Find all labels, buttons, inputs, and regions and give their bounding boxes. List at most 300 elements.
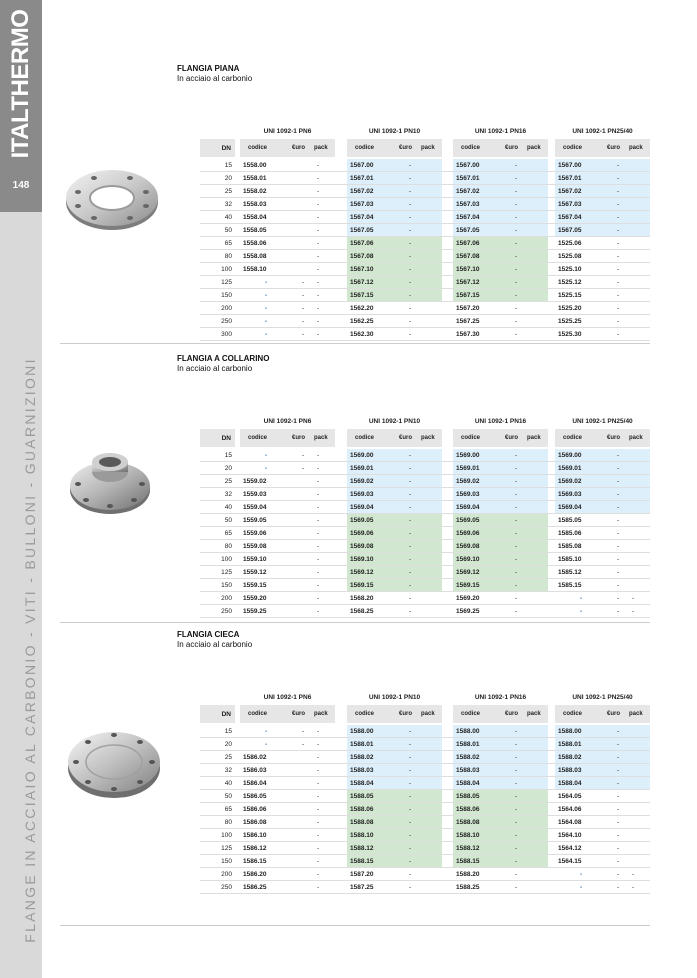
price-value: - [409,595,412,602]
product-code: 1569.25 [456,608,480,615]
standard-title: UNI 1092-1 PN10 [368,694,421,701]
price-value: - [515,845,518,852]
product-code: 1559.10 [243,556,267,563]
product-code: 1569.05 [350,517,374,524]
price-value: - [617,793,620,800]
product-code: 1559.02 [243,478,267,485]
price-value: - [409,517,412,524]
product-code: 1567.01 [456,175,480,182]
table-row [200,211,650,224]
product-code: 1569.02 [558,478,582,485]
dn-value: 25 [224,478,232,485]
table-row [200,315,650,328]
pack-value: - [317,240,320,247]
pack-value: - [317,253,320,260]
product-code: 1567.01 [350,175,374,182]
product-code: 1569.04 [456,504,480,511]
section-title: FLANGIA PIANA [177,64,240,73]
price-value: - [515,530,518,537]
side-title: FLANGE IN ACCIAIO AL CARBONIO - VITI - BULLONI - GUARNIZIONI [22,357,38,943]
product-code: 1567.05 [456,227,480,234]
price-header: €uro [607,145,621,151]
price-value: - [617,582,620,589]
product-code: 1585.08 [558,543,582,550]
price-value: - [617,331,620,338]
price-value: - [515,569,518,576]
price-value: - [302,292,305,299]
dn-value: 32 [224,201,232,208]
section-divider [60,622,650,623]
dn-value: 150 [221,582,232,589]
column-header [347,139,442,157]
pack-value: - [317,832,320,839]
brand-logo: ITALTHERMO [7,9,34,159]
pack-value: - [317,331,320,338]
price-header: €uro [505,435,519,441]
product-code: 1525.10 [558,266,582,273]
product-code: 1588.10 [350,832,374,839]
pack-value: - [632,884,635,891]
product-code: 1567.25 [456,318,480,325]
pack-value: - [317,569,320,576]
dn-value: 65 [224,530,232,537]
price-header: €uro [399,435,413,441]
price-value: - [515,728,518,735]
price-value: - [409,214,412,221]
price-header: €uro [399,711,413,717]
pack-value: - [317,214,320,221]
product-code: 1564.15 [558,858,582,865]
price-value: - [617,884,620,891]
product-code: 1567.03 [558,201,582,208]
pack-value: - [317,305,320,312]
price-value: - [617,806,620,813]
price-value: - [617,832,620,839]
column-header [240,139,335,157]
pack-value: - [317,608,320,615]
product-code: 1569.02 [456,478,480,485]
price-value: - [617,491,620,498]
product-code: 1567.03 [456,201,480,208]
section-title: FLANGIA A COLLARINO [177,354,270,363]
dn-value: 20 [224,175,232,182]
price-value: - [409,832,412,839]
price-value: - [617,504,620,511]
product-code: 1569.10 [350,556,374,563]
price-value: - [409,504,412,511]
price-value: - [515,253,518,260]
code-header: codice [461,711,481,717]
product-code: 1569.08 [456,543,480,550]
dn-value: 200 [221,595,232,602]
product-code: 1586.12 [243,845,267,852]
dn-value: 80 [224,819,232,826]
product-code: - [580,595,583,602]
pack-value: - [317,162,320,169]
price-value: - [409,543,412,550]
price-value: - [409,556,412,563]
product-code: 1567.10 [456,266,480,273]
price-value: - [409,728,412,735]
dn-value: 80 [224,253,232,260]
product-code: 1569.01 [350,465,374,472]
product-code: - [265,331,268,338]
price-value: - [515,266,518,273]
product-code: 1588.06 [350,806,374,813]
dn-value: 150 [221,858,232,865]
product-code: 1562.30 [350,331,374,338]
price-value: - [617,452,620,459]
product-code: 1569.12 [456,569,480,576]
product-code: 1559.06 [243,530,267,537]
product-code: 1588.01 [558,741,582,748]
product-code: 1569.03 [350,491,374,498]
price-value: - [409,292,412,299]
dn-header [200,429,235,447]
price-value: - [515,793,518,800]
table-row [200,449,650,462]
product-code: 1569.05 [456,517,480,524]
product-code: 1588.03 [350,767,374,774]
dn-value: 40 [224,214,232,221]
table-row [200,566,650,579]
price-value: - [515,884,518,891]
section-divider [60,343,650,344]
product-code: 1569.15 [456,582,480,589]
price-value: - [617,608,620,615]
price-value: - [617,543,620,550]
product-code: 1564.05 [558,793,582,800]
product-code: 1569.01 [558,465,582,472]
product-code: 1588.06 [456,806,480,813]
flat-flange-image [64,162,160,234]
product-code: 1569.12 [350,569,374,576]
pack-value: - [317,543,320,550]
dn-value: 15 [224,162,232,169]
price-value: - [617,465,620,472]
price-header: €uro [292,145,306,151]
table-row [200,605,650,618]
column-header [347,429,442,447]
table-row [200,777,650,790]
pack-value: - [632,871,635,878]
pack-value: - [317,491,320,498]
table-row [200,488,650,501]
section-subtitle: In acciaio al carbonio [177,640,253,649]
product-code: 1567.04 [350,214,374,221]
product-code: 1586.08 [243,819,267,826]
code-header: codice [248,711,268,717]
price-value: - [617,754,620,761]
table-row [200,553,650,566]
pack-value: - [317,767,320,774]
product-code: - [265,741,268,748]
product-code: 1569.06 [350,530,374,537]
product-code: - [265,452,268,459]
dn-value: 200 [221,871,232,878]
price-value: - [617,201,620,208]
price-value: - [302,452,305,459]
product-code: 1586.02 [243,754,267,761]
code-header: codice [461,145,481,151]
column-header [555,705,650,723]
product-code: 1588.04 [558,780,582,787]
product-code: - [265,728,268,735]
product-code: - [265,465,268,472]
dn-value: 125 [221,845,232,852]
price-header: €uro [607,435,621,441]
price-value: - [409,582,412,589]
table-row [200,289,650,302]
price-value: - [617,728,620,735]
pack-value: - [317,858,320,865]
column-header [453,429,548,447]
product-code: 1525.30 [558,331,582,338]
product-code: 1588.15 [350,858,374,865]
standard-title: UNI 1092-1 PN6 [263,694,312,701]
product-code: 1564.10 [558,832,582,839]
price-header: €uro [292,711,306,717]
product-code: 1567.20 [456,305,480,312]
price-value: - [409,266,412,273]
product-code: 1588.15 [456,858,480,865]
price-value: - [515,517,518,524]
price-value: - [409,318,412,325]
table-row [200,276,650,289]
dn-value: 50 [224,227,232,234]
pack-value: - [317,201,320,208]
price-value: - [409,845,412,852]
product-code: 1588.08 [350,819,374,826]
code-header: codice [563,145,583,151]
price-value: - [409,162,412,169]
price-value: - [617,871,620,878]
code-header: codice [355,711,375,717]
table-row [200,868,650,881]
price-value: - [302,331,305,338]
pack-value: - [317,188,320,195]
price-value: - [515,806,518,813]
product-code: 1569.04 [350,504,374,511]
price-value: - [617,478,620,485]
product-code: - [265,305,268,312]
price-value: - [617,517,620,524]
price-value: - [617,279,620,286]
standard-title: UNI 1092-1 PN25/40 [572,694,633,701]
product-code: 1559.03 [243,491,267,498]
product-code: 1588.08 [456,819,480,826]
product-code: 1588.01 [350,741,374,748]
price-value: - [617,266,620,273]
product-code: 1567.02 [456,188,480,195]
dn-value: 65 [224,806,232,813]
price-value: - [617,253,620,260]
price-value: - [515,595,518,602]
price-value: - [409,279,412,286]
pack-value: - [317,806,320,813]
product-code: 1559.04 [243,504,267,511]
price-value: - [617,858,620,865]
price-value: - [409,201,412,208]
product-code: 1562.25 [350,318,374,325]
price-value: - [515,871,518,878]
price-value: - [515,201,518,208]
pack-value: - [317,465,320,472]
table-row [200,475,650,488]
standard-title: UNI 1092-1 PN6 [263,128,312,135]
price-value: - [515,162,518,169]
price-value: - [515,188,518,195]
product-code: 1564.08 [558,819,582,826]
price-value: - [409,608,412,615]
dn-value: 20 [224,741,232,748]
product-code: 1569.08 [350,543,374,550]
product-code: 1559.15 [243,582,267,589]
price-value: - [409,188,412,195]
price-value: - [515,214,518,221]
price-value: - [409,754,412,761]
table-row [200,829,650,842]
product-code: 1559.12 [243,569,267,576]
dn-value: 50 [224,793,232,800]
product-code: 1567.01 [558,175,582,182]
column-header [555,139,650,157]
price-value: - [302,305,305,312]
product-code: 1588.20 [456,871,480,878]
product-code: 1588.05 [350,793,374,800]
price-value: - [515,741,518,748]
product-code: 1569.10 [456,556,480,563]
price-header: €uro [505,145,519,151]
price-value: - [617,767,620,774]
dn-header-label: DN [221,435,231,442]
dn-value: 100 [221,832,232,839]
price-value: - [515,858,518,865]
price-value: - [515,305,518,312]
price-value: - [409,175,412,182]
price-value: - [617,318,620,325]
price-value: - [515,318,518,325]
price-value: - [617,741,620,748]
code-header: codice [461,435,481,441]
price-value: - [409,793,412,800]
product-code: 1567.10 [350,266,374,273]
column-header [453,705,548,723]
pack-value: - [317,530,320,537]
price-value: - [515,491,518,498]
product-code: 1558.00 [243,162,267,169]
product-code: 1564.12 [558,845,582,852]
price-value: - [409,780,412,787]
pack-value: - [317,227,320,234]
table-row [200,250,650,263]
product-code: 1588.10 [456,832,480,839]
product-code: 1567.15 [456,292,480,299]
table-row [200,224,650,237]
table-row [200,842,650,855]
product-code: 1585.06 [558,530,582,537]
price-value: - [515,832,518,839]
pack-value: - [632,608,635,615]
product-code: 1559.20 [243,595,267,602]
pack-value: - [317,884,320,891]
product-code: 1558.04 [243,214,267,221]
product-code: 1558.05 [243,227,267,234]
pack-value: - [317,871,320,878]
product-code: 1567.08 [350,253,374,260]
dn-header [200,139,235,157]
price-value: - [515,465,518,472]
price-value: - [515,478,518,485]
price-value: - [515,780,518,787]
product-code: 1588.01 [456,741,480,748]
code-header: codice [563,711,583,717]
product-code: 1569.01 [456,465,480,472]
price-value: - [515,331,518,338]
standard-title: UNI 1092-1 PN16 [474,418,527,425]
price-value: - [409,305,412,312]
table-row [200,501,650,514]
standard-title: UNI 1092-1 PN25/40 [572,418,633,425]
price-value: - [617,162,620,169]
table-row [200,855,650,868]
product-code: 1558.08 [243,253,267,260]
product-code: 1586.05 [243,793,267,800]
product-code: 1588.12 [456,845,480,852]
product-code: - [580,871,583,878]
price-value: - [409,767,412,774]
pack-header: pack [421,435,435,441]
pack-header: pack [527,145,541,151]
pack-value: - [317,582,320,589]
product-code: 1525.08 [558,253,582,260]
pack-value: - [317,266,320,273]
dn-value: 125 [221,279,232,286]
pack-header: pack [629,435,643,441]
product-code: 1559.08 [243,543,267,550]
price-value: - [617,569,620,576]
product-code: 1558.06 [243,240,267,247]
price-value: - [617,595,620,602]
table-row [200,302,650,315]
price-value: - [515,819,518,826]
product-code: 1585.15 [558,582,582,589]
product-code: 1587.25 [350,884,374,891]
dn-value: 100 [221,556,232,563]
product-code: 1525.06 [558,240,582,247]
product-code: 1567.00 [456,162,480,169]
product-code: 1588.02 [350,754,374,761]
price-value: - [515,556,518,563]
price-value: - [515,767,518,774]
dn-value: 50 [224,517,232,524]
dn-value: 15 [224,728,232,735]
price-value: - [617,845,620,852]
pack-value: - [317,793,320,800]
product-code: 1559.05 [243,517,267,524]
product-code: 1558.01 [243,175,267,182]
price-value: - [515,227,518,234]
price-value: - [409,530,412,537]
pack-value: - [317,845,320,852]
table-row [200,881,650,894]
dn-value: 250 [221,884,232,891]
table-row [200,592,650,605]
pack-header: pack [629,145,643,151]
product-code: - [580,608,583,615]
table-row [200,198,650,211]
table-row [200,263,650,276]
